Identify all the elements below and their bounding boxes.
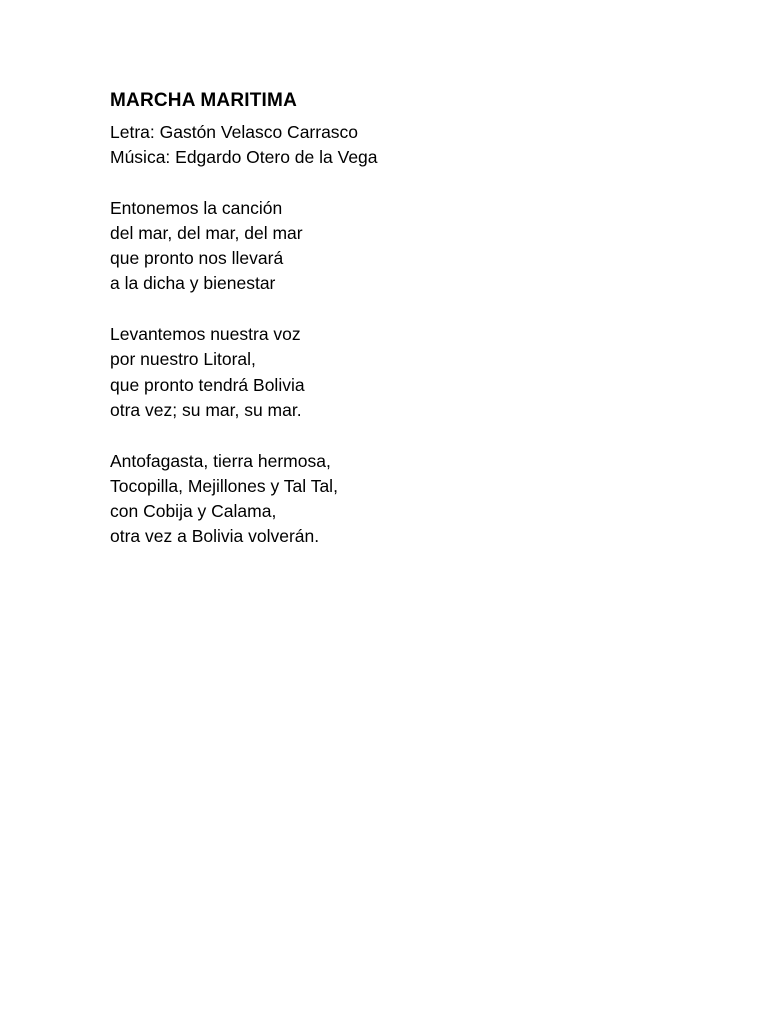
document-title: MARCHA MARITIMA bbox=[110, 90, 297, 111]
credits-block bbox=[110, 120, 710, 171]
lyrics-credit: Letra: Gastón Velasco Carrasco bbox=[110, 122, 359, 142]
stanza-2 bbox=[110, 322, 710, 423]
verse-line: otra vez a Bolivia volverán. bbox=[110, 526, 320, 547]
verse-line: que pronto tendrá Bolivia bbox=[110, 374, 305, 395]
verse-line: otra vez; su mar, su mar. bbox=[110, 399, 302, 420]
verse-line: Levantemos nuestra voz bbox=[110, 324, 301, 345]
verse-line: del mar, del mar, del mar bbox=[110, 222, 303, 243]
document-page bbox=[110, 88, 710, 575]
verse-line: Tocopilla, Mejillones y Tal Tal, bbox=[110, 475, 338, 496]
verse-line: con Cobija y Calama, bbox=[110, 501, 277, 522]
verse-line: Entonemos la canción bbox=[110, 197, 283, 218]
stanza-1 bbox=[110, 196, 710, 297]
verse-line: por nuestro Litoral, bbox=[110, 349, 256, 370]
verse-line: que pronto nos llevará bbox=[110, 248, 284, 269]
verse-line: a la dicha y bienestar bbox=[110, 273, 276, 294]
music-credit: Música: Edgardo Otero de la Vega bbox=[110, 147, 378, 168]
stanza-3 bbox=[110, 449, 710, 550]
verse-line: Antofagasta, tierra hermosa, bbox=[110, 450, 331, 471]
